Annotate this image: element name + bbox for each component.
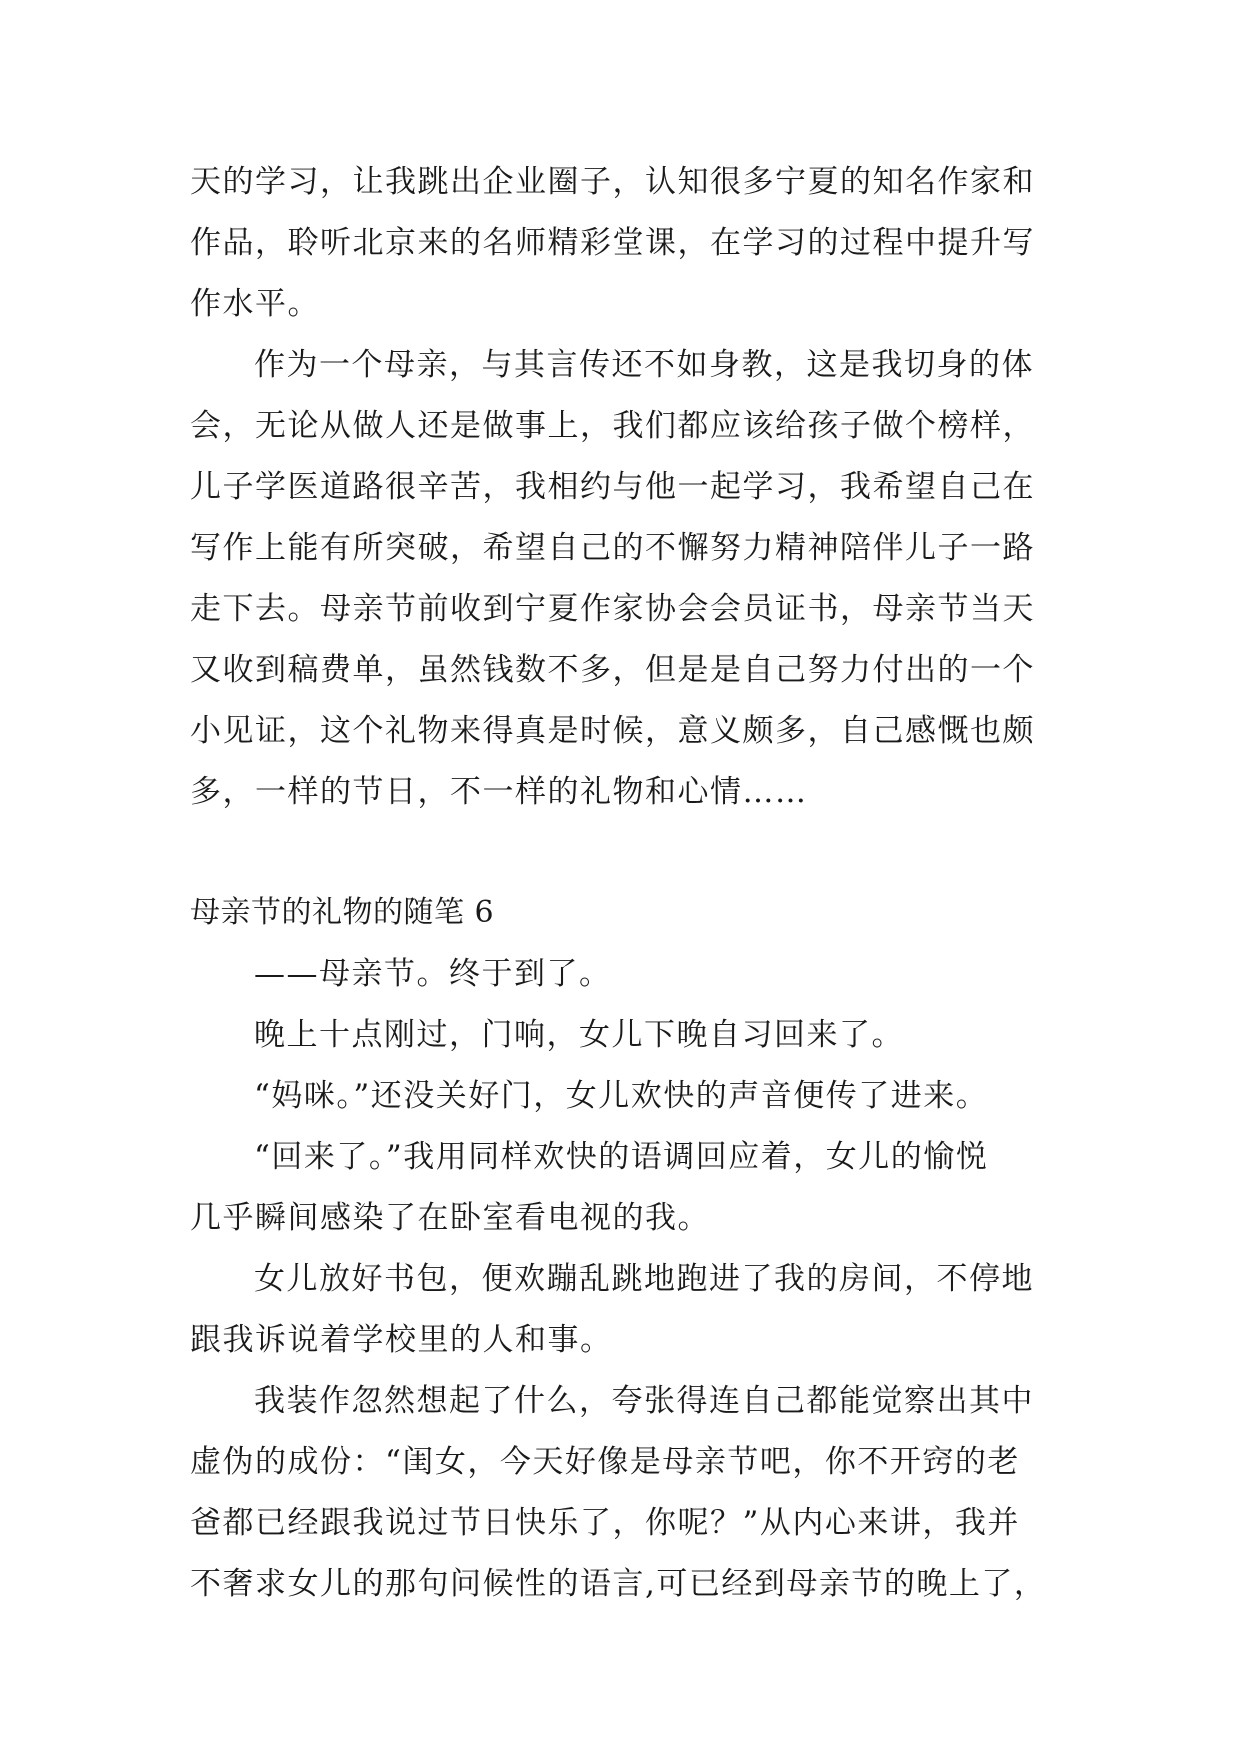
paragraph-8-line-2: 虚伪的成份：“闺女，今天好像是母亲节吧，你不开窍的老 — [190, 1444, 1020, 1480]
paragraph-3-line-1: ——母亲节。终于到了。 — [254, 956, 612, 992]
paragraph-4-line-1: 晚上十点刚过，门响，女儿下晚自习回来了。 — [254, 1017, 904, 1053]
paragraph-1-line-1: 天的学习，让我跳出企业圈子，认知很多宁夏的知名作家和 — [190, 164, 1035, 200]
paragraph-1-line-3: 作水平。 — [190, 286, 320, 322]
paragraph-2-line-8: 多，一样的节日，不一样的礼物和心情…… — [190, 774, 808, 810]
paragraph-7-line-1: 女儿放好书包，便欢蹦乱跳地跑进了我的房间，不停地 — [254, 1261, 1034, 1297]
paragraph-6-line-2: 几乎瞬间感染了在卧室看电视的我。 — [190, 1200, 710, 1236]
paragraph-6-line-1: “回来了。”我用同样欢快的语调回应着，女儿的愉悦 — [254, 1139, 989, 1175]
paragraph-2-line-5: 走下去。母亲节前收到宁夏作家协会会员证书，母亲节当天 — [190, 591, 1035, 627]
paragraph-1-line-2: 作品，聆听北京来的名师精彩堂课，在学习的过程中提升写 — [190, 225, 1035, 261]
paragraph-8-line-3: 爸都已经跟我说过节日快乐了，你呢？”从内心来讲，我并 — [190, 1505, 1020, 1541]
paragraph-8-line-1: 我装作忽然想起了什么，夸张得连自己都能觉察出其中 — [254, 1383, 1034, 1419]
paragraph-2-line-6: 又收到稿费单，虽然钱数不多，但是是自己努力付出的一个 — [190, 652, 1035, 688]
paragraph-2-line-4: 写作上能有所突破，希望自己的不懈努力精神陪伴儿子一路 — [190, 530, 1035, 566]
paragraph-7-line-2: 跟我诉说着学校里的人和事。 — [190, 1322, 613, 1358]
paragraph-2-line-2: 会，无论从做人还是做事上，我们都应该给孩子做个榜样， — [190, 408, 1035, 444]
paragraph-8-line-4: 不奢求女儿的那句问候性的语言,可已经到母亲节的晚上了， — [190, 1566, 1047, 1602]
paragraph-2-line-1: 作为一个母亲，与其言传还不如身教，这是我切身的体 — [254, 347, 1034, 383]
paragraph-2-line-3: 儿子学医道路很辛苦，我相约与他一起学习，我希望自己在 — [190, 469, 1035, 505]
section-title: 母亲节的礼物的随笔 6 — [190, 895, 495, 930]
paragraph-2-line-7: 小见证，这个礼物来得真是时候，意义颇多，自己感慨也颇 — [190, 713, 1035, 749]
paragraph-5-line-1: “妈咪。”还没关好门，女儿欢快的声音便传了进来。 — [254, 1078, 989, 1114]
